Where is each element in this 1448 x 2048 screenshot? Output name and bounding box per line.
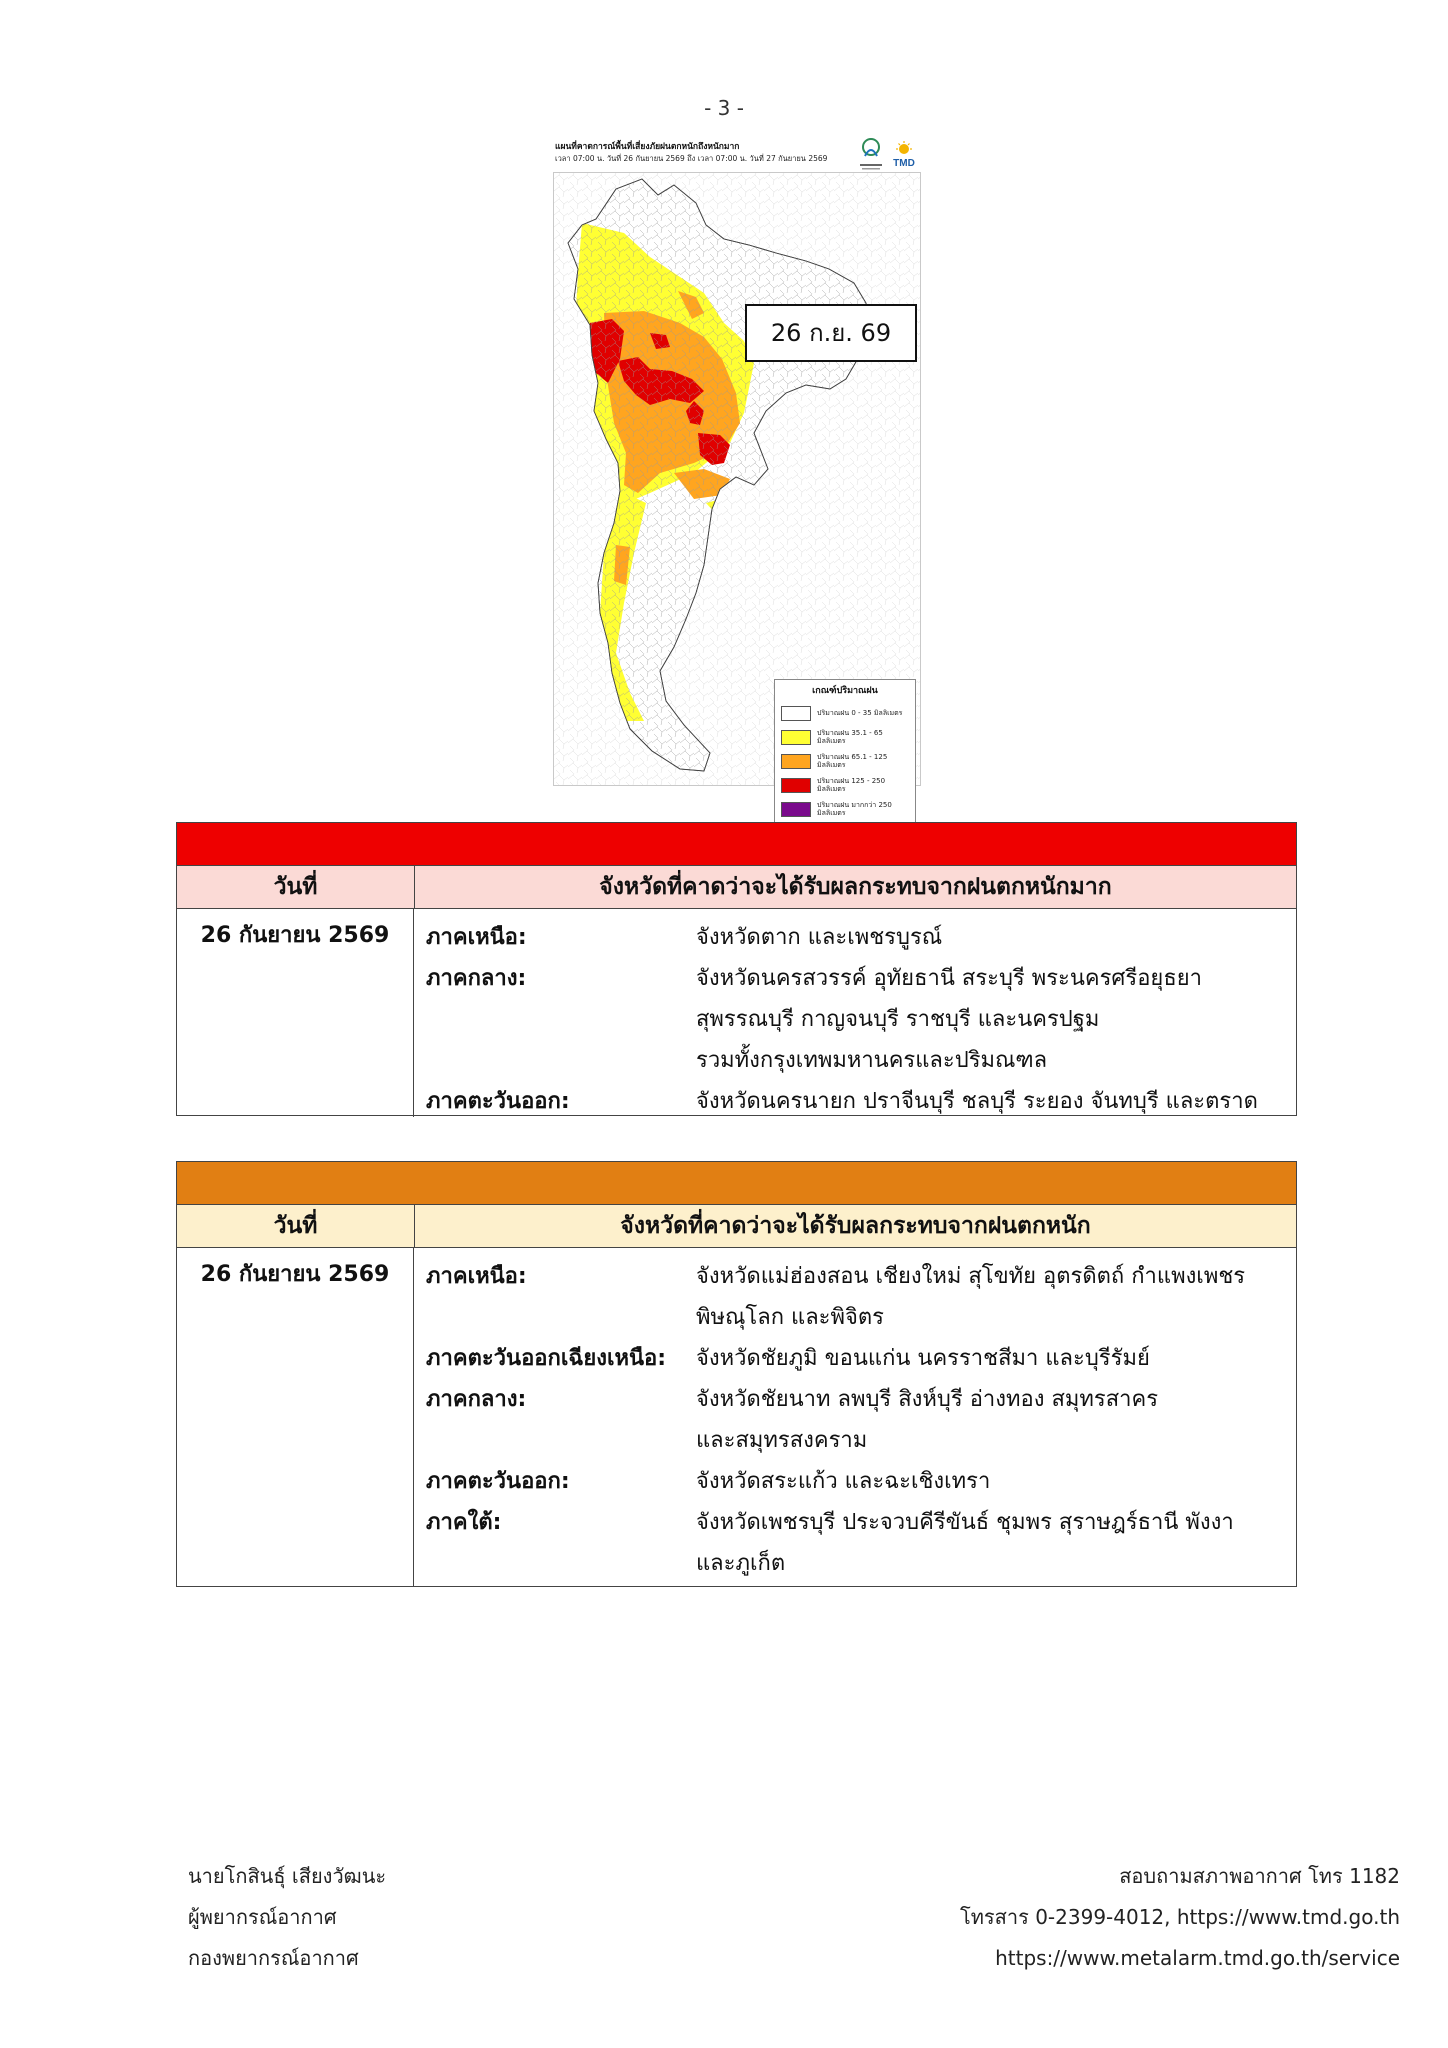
rain-forecast-map-figure: [553, 136, 921, 817]
service-link[interactable]: https://www.metalarm.tmd.go.th/service: [995, 1946, 1400, 1970]
page-number: - 3 -: [704, 96, 744, 120]
table-header-row: [177, 866, 1296, 909]
provinces-line: และภูเก็ต: [696, 1551, 786, 1576]
table-row: [177, 1248, 1296, 1586]
fax-and-website-link[interactable]: โทรสาร 0-2399-4012, https://www.tmd.go.th: [960, 1905, 1400, 1929]
region-south: [426, 1502, 1284, 1584]
map-panel: [553, 172, 921, 817]
map-header: [553, 136, 921, 172]
legend-item: [781, 773, 909, 797]
dwr-logo-icon: [856, 136, 886, 172]
svg-text:TMD: TMD: [893, 158, 915, 169]
region-provinces: [696, 917, 1284, 958]
legend-label: ปริมาณฝน 35.1 - 65 มิลลิเมตร: [817, 729, 883, 745]
row-regions: [414, 909, 1296, 1117]
legend-item: [781, 797, 909, 821]
legend-swatch: [781, 802, 811, 817]
heavy-rain-table: [176, 1161, 1297, 1587]
legend-swatch: [781, 706, 811, 721]
forecaster-name: นายโกสินธุ์ เสียงวัฒนะ: [188, 1864, 387, 1888]
legend-item: [781, 701, 909, 725]
provinces-line: จังหวัดเพชรบุรี ประจวบคีรีขันธ์ ชุมพร สุราษฎร์ธานี พังงา: [696, 1510, 1234, 1535]
region-label: ภาคกลาง:: [426, 966, 527, 991]
legend-item: [781, 749, 909, 773]
forecaster-division: กองพยากรณ์อากาศ: [188, 1946, 359, 1970]
region-label: ภาคกลาง:: [426, 1387, 527, 1412]
weather-hotline: สอบถามสภาพอากาศ โทร 1182: [1119, 1864, 1400, 1888]
region-provinces: [696, 1081, 1284, 1122]
region-provinces: [696, 1338, 1284, 1379]
region-northeast: [426, 1338, 1284, 1379]
legend-label: ปริมาณฝน 125 - 250 มิลลิเมตร: [817, 777, 886, 793]
header-provinces: จังหวัดที่คาดว่าจะได้รับผลกระทบจากฝนตกหนักมาก: [599, 874, 1112, 900]
legend-swatch: [781, 754, 811, 769]
map-subtitle: เวลา 07:00 น. วันที่ 26 กันยายน 2569 ถึง เวลา 07:00 น. วันที่ 27 กันยายน 2569: [555, 154, 828, 163]
table-header-row: [177, 1205, 1296, 1248]
provinces-line: จังหวัดชัยนาท ลพบุรี สิงห์บุรี อ่างทอง สมุทรสาคร: [696, 1387, 1159, 1412]
very-heavy-rain-band: [177, 823, 1296, 866]
region-central: [426, 1379, 1284, 1461]
provinces-line: พิษณุโลก และพิจิตร: [696, 1305, 884, 1330]
region-north: [426, 1256, 1284, 1338]
legend-swatch: [781, 730, 811, 745]
map-title: แผนที่คาดการณ์พื้นที่เสี่ยงภัยฝนตกหนักถึงหนักมาก: [555, 142, 740, 152]
provinces-line: จังหวัดนครนายก ปราจีนบุรี ชลบุรี ระยอง จันทบุรี และตราด: [696, 1089, 1258, 1114]
row-regions: [414, 1248, 1296, 1586]
region-label: ภาคตะวันออก:: [426, 1469, 570, 1494]
region-north: [426, 917, 1284, 958]
provinces-line: จังหวัดชัยภูมิ ขอนแก่น นครราชสีมา และบุรีรัมย์: [696, 1346, 1150, 1371]
region-label: ภาคตะวันออกเฉียงเหนือ:: [426, 1346, 667, 1371]
region-provinces: [696, 1502, 1284, 1584]
region-label: ภาคใต้:: [426, 1510, 502, 1535]
heavy-rain-band: [177, 1162, 1296, 1205]
region-provinces: [696, 1379, 1284, 1461]
legend-title: เกณฑ์ปริมาณฝน: [812, 686, 878, 696]
legend-swatch: [781, 778, 811, 793]
forecaster-signature: [188, 1856, 386, 1979]
legend-label: ปริมาณฝน 65.1 - 125 มิลลิเมตร: [817, 753, 888, 769]
provinces-line: จังหวัดสระแก้ว และฉะเชิงเทรา: [696, 1469, 991, 1494]
tmd-logo-icon: [889, 140, 919, 170]
region-label: ภาคเหนือ:: [426, 1264, 527, 1289]
header-date: วันที่: [177, 1205, 415, 1247]
header-date: วันที่: [177, 866, 415, 908]
region-label: ภาคเหนือ:: [426, 925, 527, 950]
row-date: 26 กันยายน 2569: [177, 909, 414, 1117]
provinces-line: และสมุทรสงคราม: [696, 1428, 868, 1453]
region-central: [426, 958, 1284, 1081]
region-label: ภาคตะวันออก:: [426, 1089, 570, 1114]
legend-item: [781, 725, 909, 749]
region-east: [426, 1461, 1284, 1502]
provinces-line: จังหวัดตาก และเพชรบูรณ์: [696, 925, 943, 950]
very-heavy-rain-table: [176, 822, 1297, 1116]
row-date: 26 กันยายน 2569: [177, 1248, 414, 1586]
map-date-label: 26 ก.ย. 69: [745, 304, 917, 362]
header-provinces: จังหวัดที่คาดว่าจะได้รับผลกระทบจากฝนตกหนัก: [620, 1213, 1091, 1239]
region-provinces: [696, 1256, 1284, 1338]
provinces-line: จังหวัดแม่ฮ่องสอน เชียงใหม่ สุโขทัย อุตรดิตถ์ กำแพงเพชร: [696, 1264, 1246, 1289]
contact-info: [960, 1856, 1400, 1979]
map-legend: [774, 679, 916, 829]
provinces-line: จังหวัดนครสวรรค์ อุทัยธานี สระบุรี พระนครศรีอยุธยา: [696, 966, 1202, 991]
legend-label: ปริมาณฝน มากกว่า 250 มิลลิเมตร: [817, 801, 892, 817]
provinces-line: รวมทั้งกรุงเทพมหานครและปริมณฑล: [696, 1048, 1048, 1073]
region-east: [426, 1081, 1284, 1122]
legend-label: ปริมาณฝน 0 - 35 มิลลิเมตร: [817, 709, 903, 717]
region-provinces: [696, 958, 1284, 1081]
region-provinces: [696, 1461, 1284, 1502]
provinces-line: สุพรรณบุรี กาญจนบุรี ราชบุรี และนครปฐม: [696, 1007, 1100, 1032]
table-row: [177, 909, 1296, 1117]
forecaster-position: ผู้พยากรณ์อากาศ: [188, 1905, 337, 1929]
